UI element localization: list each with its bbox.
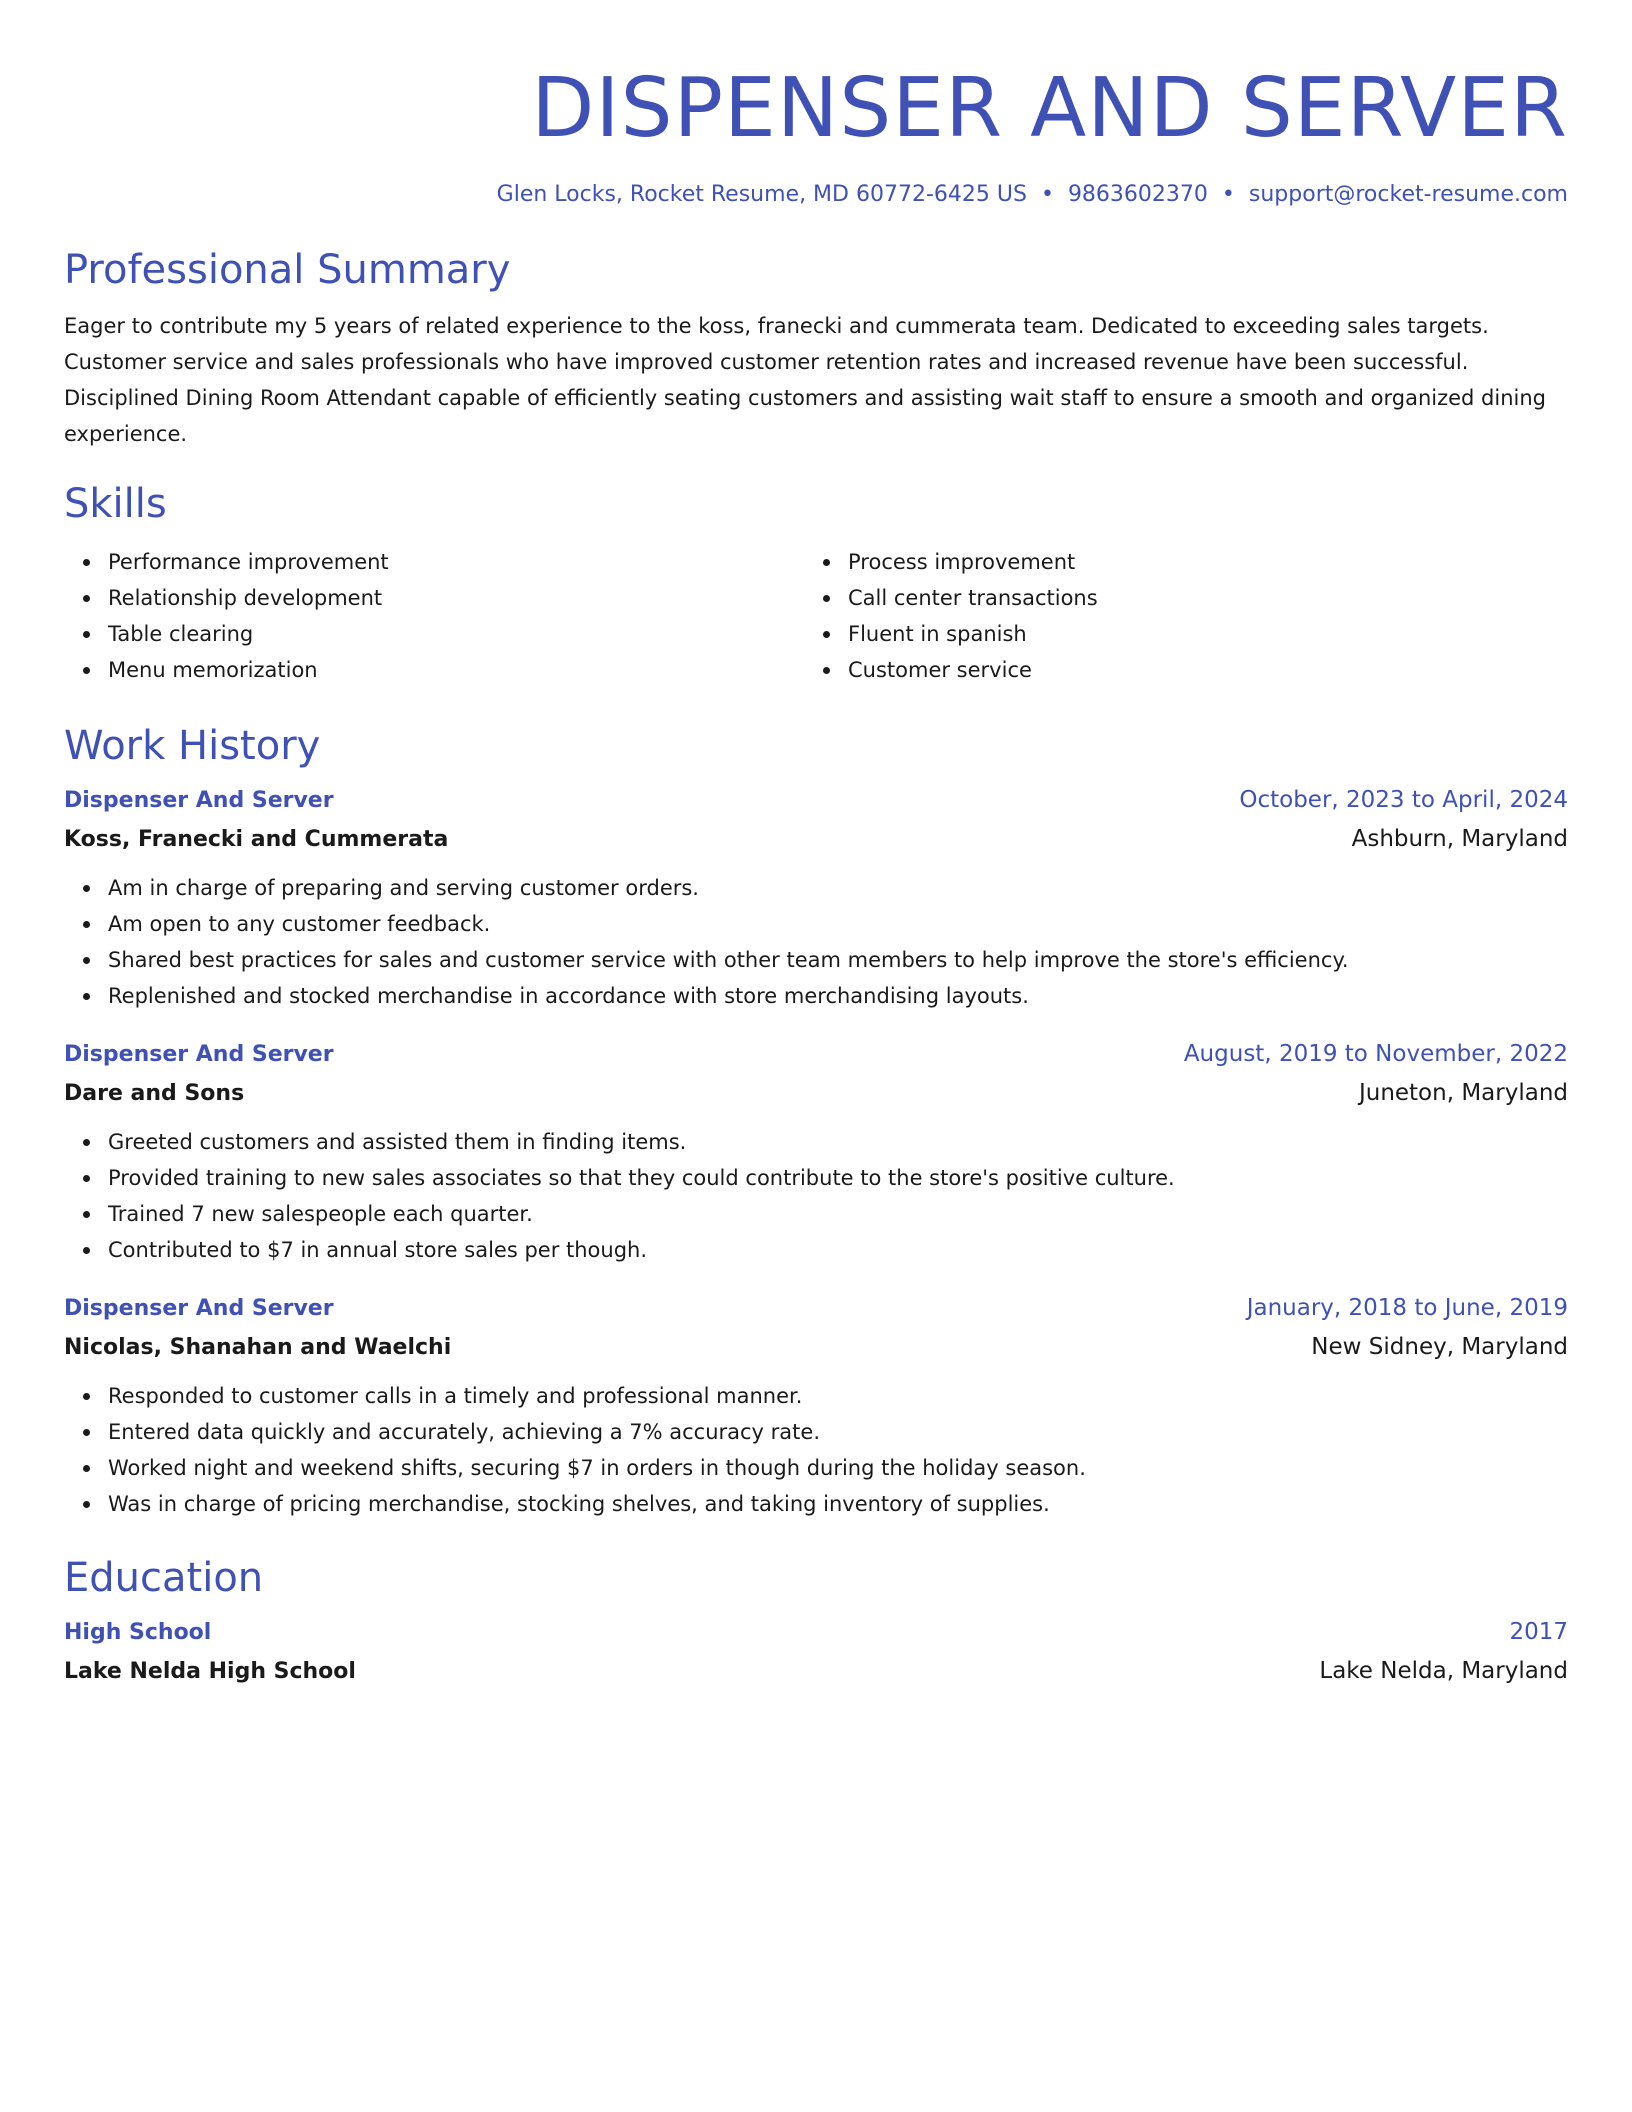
job-company-row bbox=[64, 1331, 1568, 1364]
education-entry bbox=[64, 1616, 1568, 1688]
job-bullet: Contributed to $7 in annual store sales per though. bbox=[108, 1232, 1568, 1268]
skill-item: Menu memorization bbox=[108, 652, 804, 688]
job-entry bbox=[64, 1038, 1568, 1268]
job-bullet: Responded to customer calls in a timely and professional manner. bbox=[108, 1378, 1568, 1414]
job-bullets bbox=[64, 870, 1568, 1014]
job-bullet: Provided training to new sales associates so that they could contribute to the store's positive culture. bbox=[108, 1160, 1568, 1196]
skill-item: Process improvement bbox=[848, 544, 1568, 580]
job-dates: August, 2019 to November, 2022 bbox=[1183, 1041, 1568, 1067]
education-year: 2017 bbox=[1509, 1619, 1568, 1645]
job-bullets bbox=[64, 1378, 1568, 1522]
skill-item: Table clearing bbox=[108, 616, 804, 652]
education-school: Lake Nelda High School bbox=[64, 1659, 356, 1684]
job-bullets bbox=[64, 1124, 1568, 1268]
skill-item: Performance improvement bbox=[108, 544, 804, 580]
job-title-row bbox=[64, 784, 1568, 817]
job-company-row bbox=[64, 823, 1568, 856]
skill-item: Fluent in spanish bbox=[848, 616, 1568, 652]
job-bullet: Worked night and weekend shifts, securing $7 in orders in though during the holiday season. bbox=[108, 1450, 1568, 1486]
job-bullet: Was in charge of pricing merchandise, stocking shelves, and taking inventory of supplies. bbox=[108, 1486, 1568, 1522]
skill-item: Call center transactions bbox=[848, 580, 1568, 616]
job-bullet: Am in charge of preparing and serving customer orders. bbox=[108, 870, 1568, 906]
contact-address: Glen Locks, Rocket Resume, MD 60772-6425 US bbox=[496, 182, 1027, 207]
skill-item: Relationship development bbox=[108, 580, 804, 616]
skills-list bbox=[64, 544, 1568, 688]
contact-separator: • bbox=[1221, 182, 1235, 207]
job-bullet: Entered data quickly and accurately, achieving a 7% accuracy rate. bbox=[108, 1414, 1568, 1450]
job-location: New Sidney, Maryland bbox=[1311, 1334, 1568, 1360]
summary-text: Eager to contribute my 5 years of related experience to the koss, franecki and cummerata team. Dedicated to exceeding sales targets. Customer service and sales professionals who have improved customer retention rates and increased revenue have been successful. Disciplined Dining Room Attendant capable of efficiently seating customers and assisting wait staff to ensure a smooth and organized dining experience. bbox=[64, 314, 1546, 446]
summary-heading: Professional Summary bbox=[64, 247, 511, 293]
contact-email: support@rocket-resume.com bbox=[1248, 182, 1568, 207]
job-bullet: Trained 7 new salespeople each quarter. bbox=[108, 1196, 1568, 1232]
job-title: Dispenser And Server bbox=[64, 1296, 334, 1321]
job-bullet: Greeted customers and assisted them in finding items. bbox=[108, 1124, 1568, 1160]
skills-column-right bbox=[804, 544, 1568, 688]
job-entry bbox=[64, 784, 1568, 1014]
job-company: Nicolas, Shanahan and Waelchi bbox=[64, 1335, 452, 1360]
job-company: Koss, Franecki and Cummerata bbox=[64, 827, 449, 852]
job-bullet: Am open to any customer feedback. bbox=[108, 906, 1568, 942]
contact-phone: 9863602370 bbox=[1067, 182, 1208, 207]
contact-line bbox=[64, 180, 1568, 210]
education-location: Lake Nelda, Maryland bbox=[1319, 1658, 1568, 1684]
contact-separator: • bbox=[1040, 182, 1054, 207]
job-dates: October, 2023 to April, 2024 bbox=[1239, 787, 1568, 813]
job-title-row bbox=[64, 1038, 1568, 1071]
job-entry bbox=[64, 1292, 1568, 1522]
education-heading: Education bbox=[64, 1555, 264, 1601]
job-bullet: Replenished and stocked merchandise in accordance with store merchandising layouts. bbox=[108, 978, 1568, 1014]
job-bullet: Shared best practices for sales and customer service with other team members to help improve the store's efficiency. bbox=[108, 942, 1568, 978]
job-dates: January, 2018 to June, 2019 bbox=[1246, 1295, 1568, 1321]
job-location: Ashburn, Maryland bbox=[1351, 826, 1568, 852]
job-company-row bbox=[64, 1077, 1568, 1110]
skills-heading: Skills bbox=[64, 481, 167, 527]
education-degree: High School bbox=[64, 1620, 212, 1645]
education-school-row bbox=[64, 1655, 1568, 1688]
job-company: Dare and Sons bbox=[64, 1081, 245, 1106]
job-location: Juneton, Maryland bbox=[1358, 1080, 1568, 1106]
resume-name: DISPENSER AND SERVER bbox=[531, 61, 1568, 156]
work-history-heading: Work History bbox=[64, 723, 321, 769]
skill-item: Customer service bbox=[848, 652, 1568, 688]
education-degree-row bbox=[64, 1616, 1568, 1649]
skills-column-left bbox=[64, 544, 804, 688]
job-title-row bbox=[64, 1292, 1568, 1325]
job-title: Dispenser And Server bbox=[64, 788, 334, 813]
job-title: Dispenser And Server bbox=[64, 1042, 334, 1067]
